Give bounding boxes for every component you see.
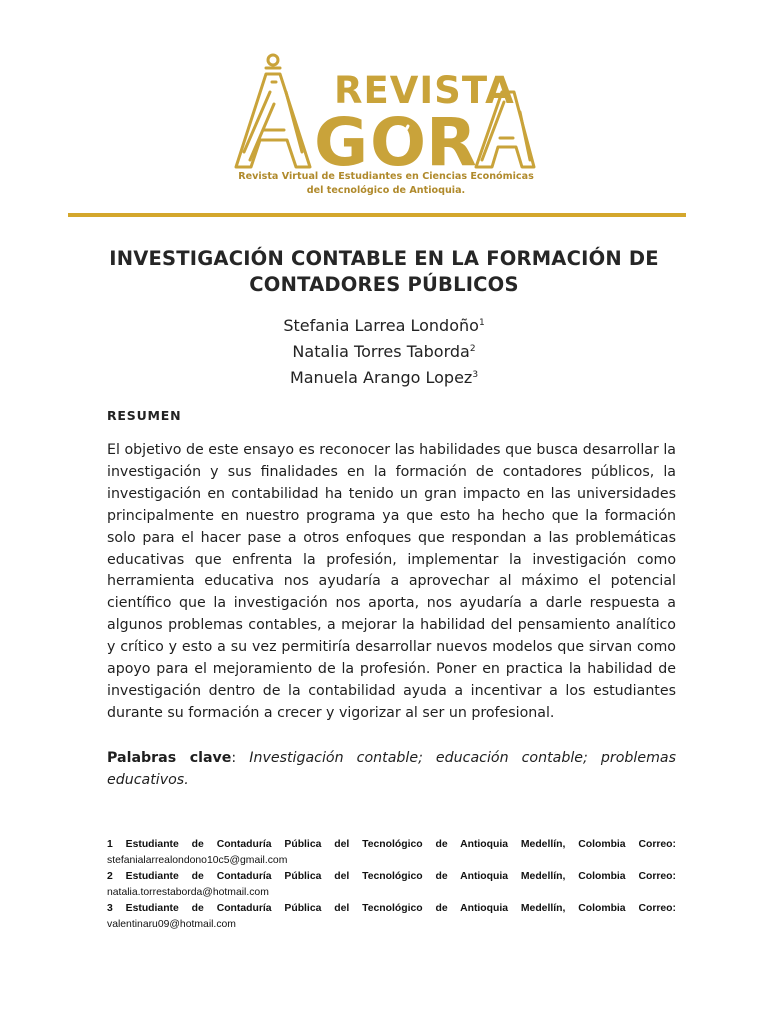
footnotes: [107, 837, 676, 933]
footnote-mark[interactable]: 1: [478, 318, 485, 328]
footnote-email[interactable]: valentinaru09@hotmail.com: [107, 918, 236, 930]
footnote-item: [107, 837, 676, 868]
footnote-mark[interactable]: 3: [472, 370, 479, 380]
resumen-heading: RESUMEN: [107, 408, 182, 423]
logo-letters: G: [314, 104, 369, 181]
article-title-line2: CONTADORES PÚBLICOS: [249, 273, 519, 296]
author-name: Manuela Arango Lopez: [289, 368, 473, 387]
author-name: Natalia Torres Taborda: [292, 342, 470, 361]
author-list: [0, 313, 768, 391]
author-line: [0, 339, 768, 365]
footnote-email[interactable]: stefanialarrealondono10c5@gmail.com: [107, 854, 288, 866]
svg-text:R: R: [426, 104, 477, 181]
footnote-affiliation: 1 Estudiante de Contaduría Pública del Tecnológico de Antioquia Medellín, Colombia Correo:: [107, 839, 676, 850]
article-title-line1: INVESTIGACIÓN CONTABLE EN LA FORMACIÓN DE: [109, 247, 659, 270]
footnote-email[interactable]: natalia.torrestaborda@hotmail.com: [107, 886, 269, 898]
article-title: [60, 246, 708, 298]
keywords-separator: :: [231, 750, 250, 766]
logo-subtitle: [236, 170, 536, 198]
footnote-item: [107, 901, 676, 932]
header-divider: [68, 213, 686, 217]
author-line: [0, 313, 768, 339]
journal-logo: [230, 52, 540, 202]
keywords-paragraph: [107, 747, 676, 791]
footnote-item: [107, 869, 676, 900]
author-name: Stefania Larrea Londoño: [283, 316, 479, 335]
keywords-text: Investigación contable; educación contable; problemas educativos.: [107, 750, 676, 788]
abstract-paragraph: El objetivo de este ensayo es reconocer las habilidades que busca desarrollar la investigación y sus finalidades en la formación de contadores públicos, la investigación en contabilidad ha tenido un gran impacto en las universidades principalmente en nuestro programa ya que esto ha hecho que la formación solo para el hacer pase a otros enfoques que respondan a las problemáticas educativas que enfrenta la profesión, implementar la investigación como herramienta educativa nos ayudaría a aprovechar al máximo el potencial científico que la investigación nos aporta, nos ayudaría a darle respuesta a algunos problemas contables, a mejorar la habilidad del pensamiento analítico y crítico y esto a su vez permitiría desarrollar nuevos modelos que sirvan como apoyo para el mejoramiento de la profesión. Poner en practica la habilidad de investigación dentro de la contabilidad ayuda a incentivar a los estudiantes durante su formación a crecer y vigorizar al ser un profesional.: [107, 442, 676, 721]
svg-text:O: O: [370, 104, 427, 181]
logo-revista-text: REVISTA: [334, 69, 515, 112]
author-line: [0, 365, 768, 391]
logo-subtitle-line1: Revista Virtual de Estudiantes en Ciencias Económicas: [238, 171, 534, 182]
keywords-label: Palabras clave: [107, 750, 232, 766]
footnote-affiliation: 2 Estudiante de Contaduría Pública del Tecnológico de Antioquia Medellín, Colombia Correo:: [107, 871, 676, 882]
footnote-mark[interactable]: 2: [469, 344, 476, 354]
footnote-affiliation: 3 Estudiante de Contaduría Pública del Tecnológico de Antioquia Medellín, Colombia Correo:: [107, 903, 676, 914]
logo-subtitle-line2: del tecnológico de Antioquia.: [306, 185, 466, 196]
